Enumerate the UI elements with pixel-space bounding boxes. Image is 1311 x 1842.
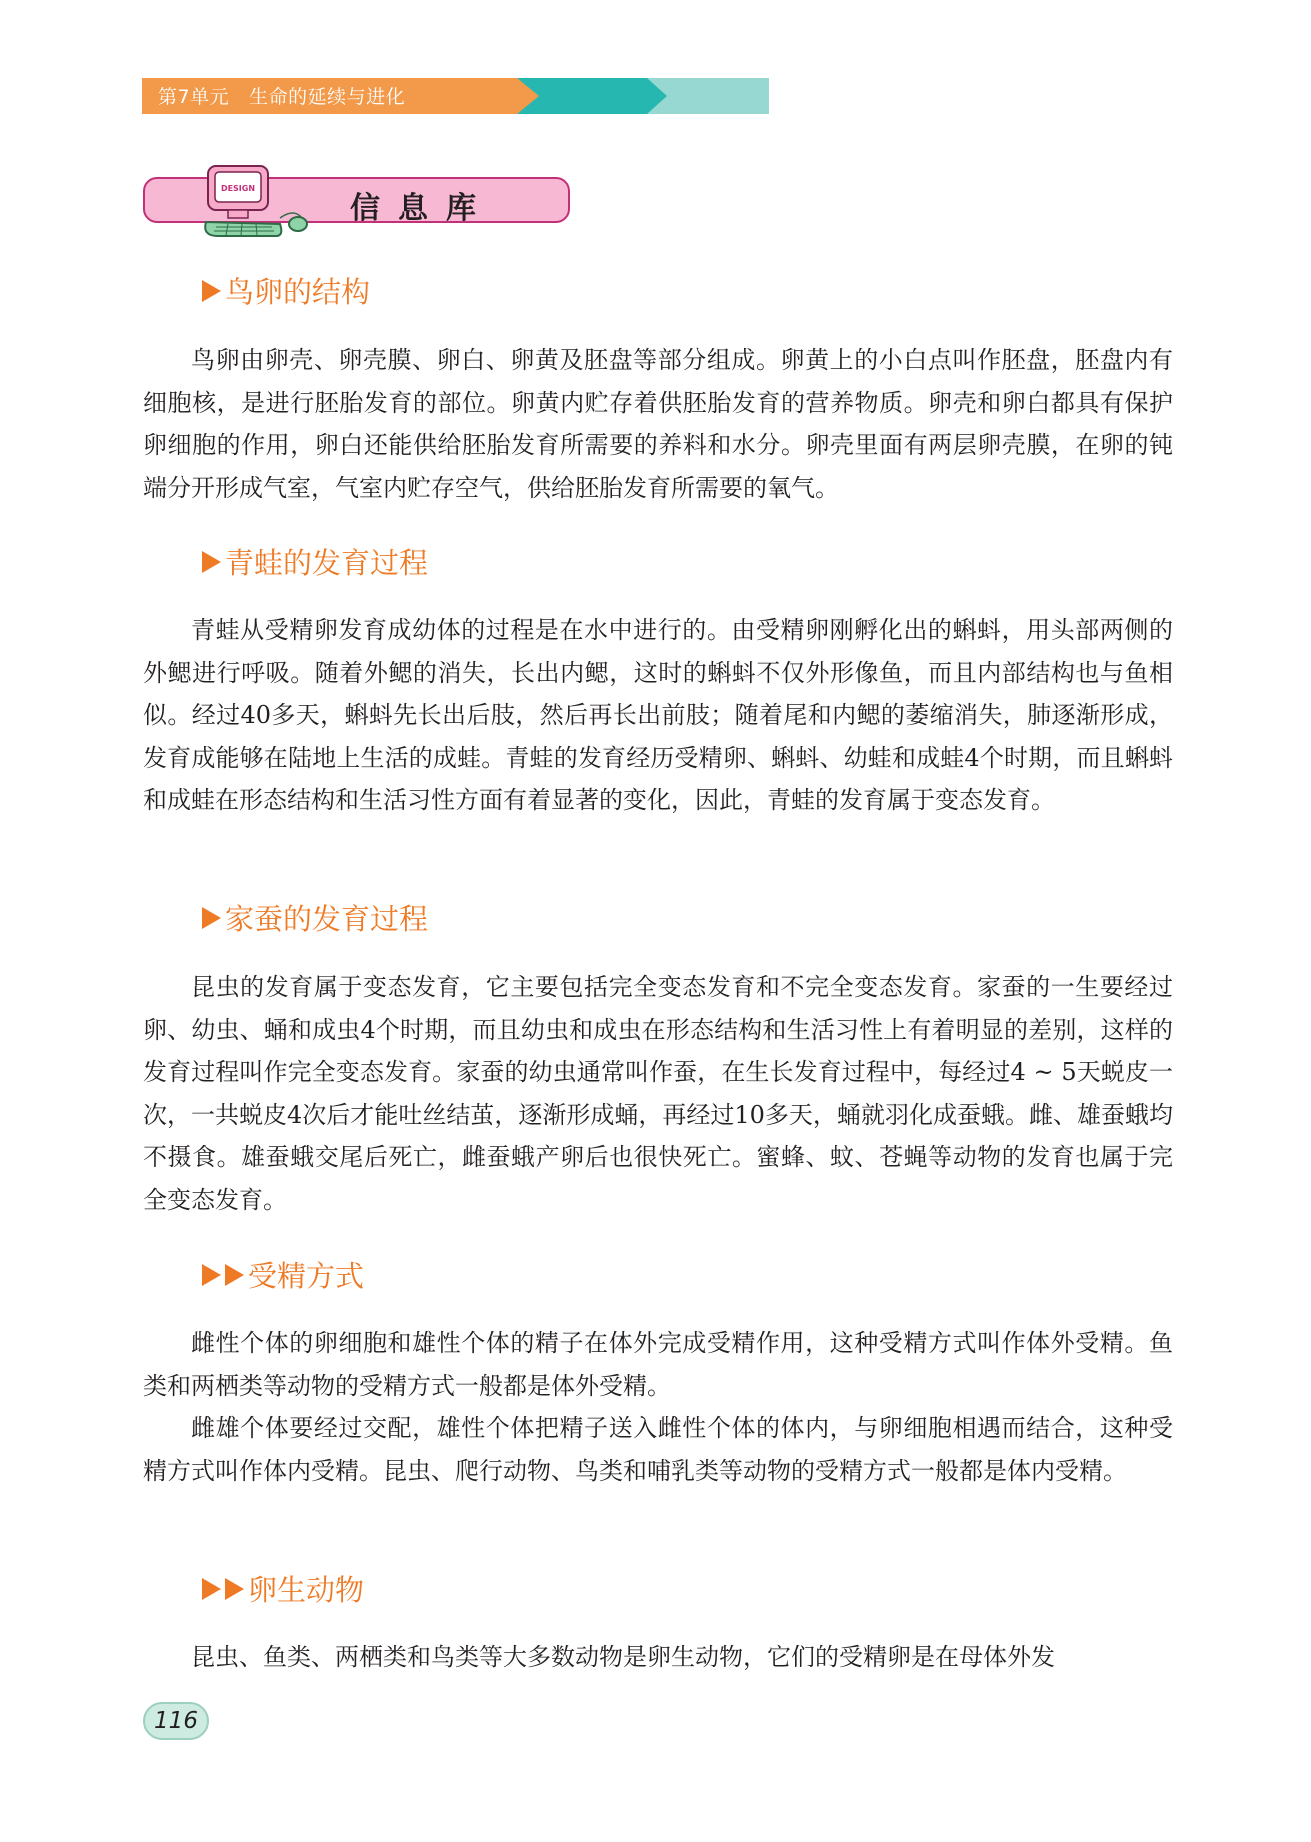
triangle-bullet-icon xyxy=(202,1264,221,1286)
triangle-bullet-icon xyxy=(202,1578,221,1600)
unit-title: 生命的延续与进化 xyxy=(249,86,406,108)
triangle-bullet-icon xyxy=(225,1578,244,1600)
section-heading-fertilization: 受精方式 xyxy=(202,1254,364,1295)
computer-icon xyxy=(198,160,313,238)
section-heading-frog-development: 青蛙的发育过程 xyxy=(202,541,428,582)
chapter-header-band xyxy=(142,78,769,114)
paragraph-oviparous: 昆虫、鱼类、两栖类和鸟类等大多数动物是卵生动物，它们的受精卵是在母体外发 xyxy=(191,1643,1055,1671)
info-library-title: 信息库 xyxy=(350,191,494,226)
unit-label: 第7单元 xyxy=(158,86,230,108)
paragraph-frog-development: 青蛙从受精卵发育成幼体的过程是在水中进行的。由受精卵刚孵化出的蝌蚪，用头部两侧的外鳃进行呼吸。随着外鳃的消失，长出内鳃，这时的蝌蚪不仅外形像鱼，而且内部结构也与鱼相似。经过40多天，蝌蚪先长出后肢，然后再长出前肢；随着尾和内鳃的萎缩消失，肺逐渐形成，发育成能够在陆地上生活的成蛙。青蛙的发育经历受精卵、蝌蚪、幼蛙和成蛙4个时期，而且蝌蚪和成蛙在形态结构和生活习性方面有着显著的变化，因此，青蛙的发育属于变态发育。 xyxy=(143,616,1173,814)
section-heading-silkworm-development: 家蚕的发育过程 xyxy=(202,897,428,938)
triangle-bullet-icon xyxy=(225,1264,244,1286)
triangle-bullet-icon xyxy=(202,907,221,929)
section-heading-egg-structure: 鸟卵的结构 xyxy=(202,270,370,311)
icon-design-text: DESIGN xyxy=(220,184,256,193)
paragraph-silkworm-development: 昆虫的发育属于变态发育，它主要包括完全变态发育和不完全变态发育。家蚕的一生要经过卵、幼虫、蛹和成虫4个时期，而且幼虫和成虫在形态结构和生活习性上有着明显的差别，这样的发育过程叫作完全变态发育。家蚕的幼虫通常叫作蚕，在生长发育过程中，每经过4 ~ 5天蜕皮一次，一共蜕皮4次后才能吐丝结茧，逐渐形成蛹，再经过10多天，蛹就羽化成蚕蛾。雌、雄蚕蛾均不摄食。雄蚕蛾交尾后死亡，雌蚕蛾产卵后也很快死亡。蜜蜂、蚊、苍蝇等动物的发育也属于完全变态发育。 xyxy=(143,973,1173,1214)
triangle-bullet-icon xyxy=(202,551,221,573)
chapter-header-text xyxy=(158,82,405,109)
triangle-bullet-icon xyxy=(202,280,221,302)
paragraph-internal-fertilization: 雌雄个体要经过交配，雄性个体把精子送入雌性个体的体内，与卵细胞相遇而结合，这种受精方式叫作体内受精。昆虫、爬行动物、鸟类和哺乳类等动物的受精方式一般都是体内受精。 xyxy=(143,1414,1173,1485)
section-heading-oviparous: 卵生动物 xyxy=(202,1568,364,1609)
page-number: 116 xyxy=(143,1702,209,1740)
paragraph-external-fertilization: 雌性个体的卵细胞和雄性个体的精子在体外完成受精作用，这种受精方式叫作体外受精。鱼类和两栖类等动物的受精方式一般都是体外受精。 xyxy=(143,1329,1173,1400)
paragraph-egg-structure: 鸟卵由卵壳、卵壳膜、卵白、卵黄及胚盘等部分组成。卵黄上的小白点叫作胚盘，胚盘内有细胞核，是进行胚胎发育的部位。卵黄内贮存着供胚胎发育的营养物质。卵壳和卵白都具有保护卵细胞的作用，卵白还能供给胚胎发育所需要的养料和水分。卵壳里面有两层卵壳膜，在卵的钝端分开形成气室，气室内贮存空气，供给胚胎发育所需要的氧气。 xyxy=(143,346,1173,502)
